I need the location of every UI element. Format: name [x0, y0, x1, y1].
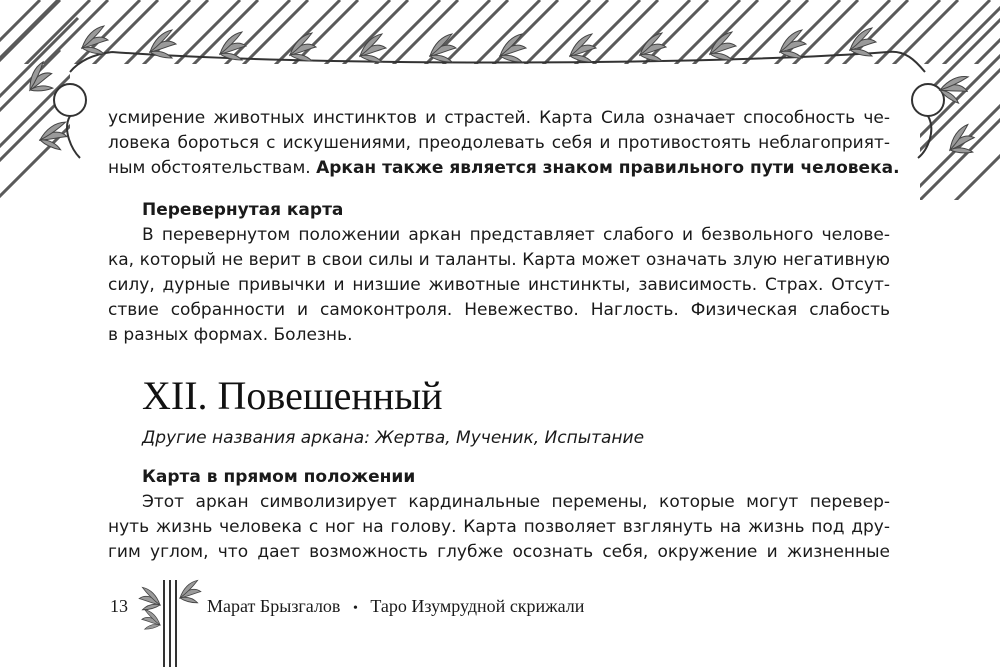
text-line: нуть жизнь человека с ног на голову. Карта позволяет взглянуть на жизнь под дру-	[108, 517, 890, 537]
chapter-title: XII. Повешенный	[142, 373, 443, 418]
text-line	[108, 156, 900, 181]
text-line: гим углом, что дает возможность глубже осознать себя, окружение и жизненные	[108, 542, 890, 562]
page-number: 13	[110, 596, 128, 616]
upright-heading: Карта в прямом положении	[142, 467, 416, 487]
text-line: ствие собранности и самоконтроля. Невежество. Наглость. Физическая слабость	[108, 300, 890, 320]
alternate-names: Другие названия аркана: Жертва, Мученик, Испытание	[142, 428, 645, 448]
text-line: В перевернутом положении аркан представляет слабого и безвольного челове-	[142, 225, 890, 245]
author-name: Марат Брызгалов	[207, 596, 341, 616]
right-stripes	[900, 0, 1000, 238]
text-line: усмирение животных инстинктов и страстей. Карта Сила означает способность че-	[108, 108, 890, 128]
text-line: ловека бороться с искушениями, преодолевать себя и противостоять неблагоприят-	[108, 133, 890, 153]
reversed-paragraph	[108, 223, 890, 348]
text-plain: ным обстоятельствам.	[108, 158, 317, 178]
text-line: Этот аркан символизирует кардинальные перемены, которые могут перевер-	[142, 492, 890, 512]
book-title: Таро Изумрудной скрижали	[370, 596, 585, 616]
footer-vine	[164, 580, 176, 667]
text-bold: Аркан также является знаком правильного пути человека.	[316, 158, 900, 178]
top-stripes	[0, 0, 1000, 80]
text-line: ка, который не верит в свои силы и таланты. Карта может означать злую негативную	[108, 250, 890, 270]
running-footer	[207, 594, 584, 621]
text-line: силу, дурные привычки и низшие животные инстинкты, зависимость. Страх. Отсут-	[108, 275, 890, 295]
reversed-heading: Перевернутая карта	[142, 200, 344, 220]
text-line: в разных формах. Болезнь.	[108, 325, 353, 345]
upright-paragraph	[108, 490, 890, 565]
intro-paragraph	[108, 106, 900, 181]
left-stripes	[0, 0, 78, 238]
separator-dot: •	[352, 601, 358, 616]
